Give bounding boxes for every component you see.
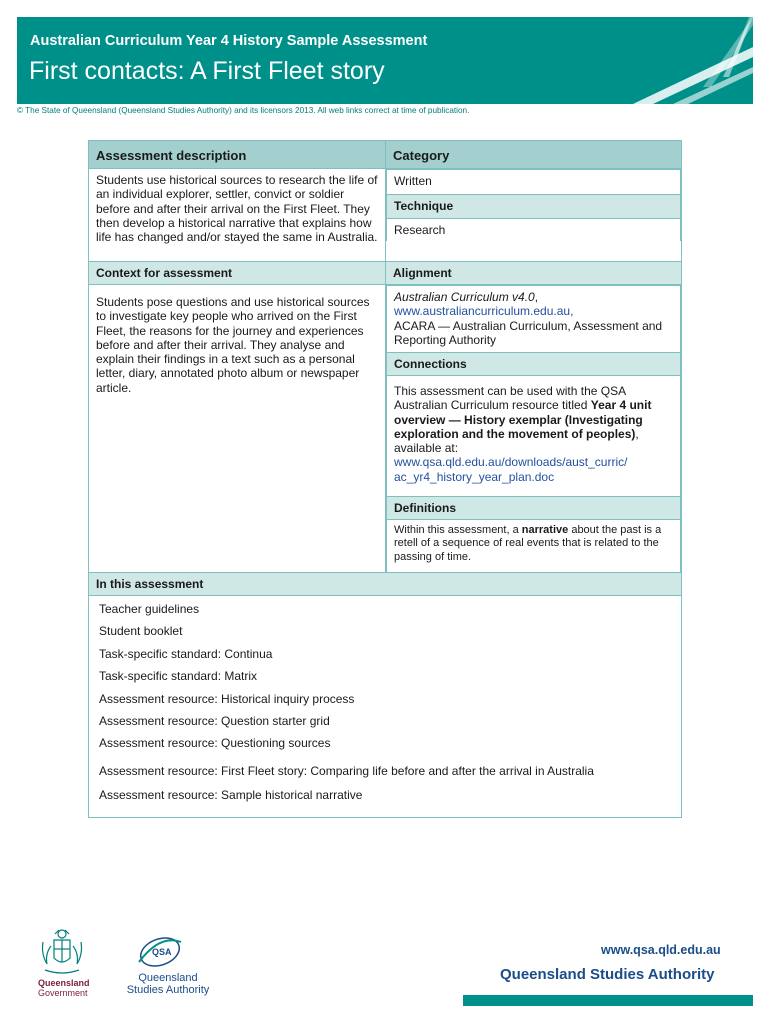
- category-value: Written: [387, 170, 681, 195]
- list-item: Task-specific standard: Matrix: [99, 669, 258, 684]
- qg-line2: Government: [38, 988, 88, 998]
- list-item: Assessment resource: First Fleet story: Comparing life before and after the arrival in Australia: [99, 763, 594, 778]
- qsa-logo-mark: QSA: [152, 947, 172, 957]
- assessment-description-heading: Assessment description: [89, 141, 386, 169]
- connections-link-line2[interactable]: ac_yr4_history_year_plan.doc: [394, 469, 555, 484]
- banner-stripes-graphic: [633, 17, 753, 104]
- definitions-pre: Within this assessment, a: [394, 524, 522, 536]
- list-item: Assessment resource: Questioning sources: [99, 736, 331, 751]
- list-item: Student booklet: [99, 624, 183, 639]
- connections-cell: [387, 376, 681, 497]
- in-this-assessment-heading: In this assessment: [89, 573, 682, 596]
- assessment-table: [88, 140, 682, 818]
- context-heading: Context for assessment: [89, 262, 386, 285]
- technique-heading: Technique: [387, 195, 681, 219]
- connections-resource-title: Year 4 unit overview — History exemplar (Investigating exploration and the movement of peoples): [394, 398, 652, 441]
- list-item: Assessment resource: Sample historical narrative: [99, 787, 363, 802]
- assessment-description-text: Students use historical sources to research the life of an individual explorer, settler, convict or soldier before and after their arrival on the First Fleet. They then develop a historical narrative that explains how life has changed and/or stayed the same in Australia.: [89, 169, 386, 262]
- qsa-logo-line1: Queensland: [138, 972, 198, 984]
- context-body: Students pose questions and use historical sources to investigate key people who arrived on the First Fleet, the reasons for the journey and experiences before and after their arrival. They analyse and explain their findings in a text such as a personal letter, diary, annotated photo album or newspaper article.: [96, 295, 370, 395]
- header-subtitle: Australian Curriculum Year 4 History Sample Assessment: [30, 33, 428, 49]
- connections-link-line1[interactable]: www.qsa.qld.edu.au/downloads/aust_curric/: [394, 455, 628, 470]
- definitions-post: about the past is a retell of a sequence of real events that is related to the passing of time.: [394, 524, 662, 563]
- page-title: First contacts: A First Fleet story: [29, 57, 385, 85]
- technique-value: Research: [387, 219, 681, 242]
- connections-intro: This assessment can be used with the QSA Australian Curriculum resource titled: [394, 384, 626, 413]
- alignment-comma: ,: [534, 290, 539, 304]
- qsa-logo-icon: [133, 932, 187, 972]
- list-item: Teacher guidelines: [99, 602, 200, 616]
- queensland-government-crest-icon: [37, 926, 87, 978]
- definitions-term: narrative: [521, 524, 569, 536]
- footer-accent-bar: [463, 995, 753, 1006]
- connections-available: , available at:: [394, 426, 639, 456]
- alignment-org: ACARA — Australian Curriculum, Assessment and Reporting Authority: [394, 318, 663, 347]
- qsa-logo-line2: Studies Authority: [126, 984, 210, 996]
- qg-line1: Queensland: [38, 978, 90, 988]
- alignment-title: Australian Curriculum v4.0: [394, 290, 535, 304]
- list-item: Task-specific standard: Continua: [99, 646, 273, 661]
- definitions-cell: [387, 520, 681, 573]
- list-item: Assessment resource: Question starter grid: [99, 713, 330, 728]
- connections-heading: Connections: [387, 353, 681, 376]
- qsa-logo-text: [118, 972, 218, 996]
- alignment-link-comma: ,: [570, 304, 574, 319]
- context-text: [89, 285, 386, 573]
- definitions-heading: Definitions: [387, 497, 681, 520]
- list-item: Assessment resource: Historical inquiry process: [99, 691, 355, 706]
- copyright-notice: © The State of Queensland (Queensland Studies Authority) and its licensors 2013. All web links correct at time of publication.: [17, 106, 470, 115]
- alignment-heading: Alignment: [386, 262, 682, 285]
- in-this-assessment-list: [89, 596, 682, 818]
- alignment-link[interactable]: www.australiancurriculum.edu.au: [394, 304, 571, 319]
- qsa-website-link[interactable]: www.qsa.qld.edu.au: [601, 943, 721, 957]
- header-banner: [17, 17, 753, 104]
- qsa-name: Queensland Studies Authority: [500, 966, 715, 983]
- alignment-cell: [387, 286, 681, 353]
- category-heading: Category: [386, 141, 682, 169]
